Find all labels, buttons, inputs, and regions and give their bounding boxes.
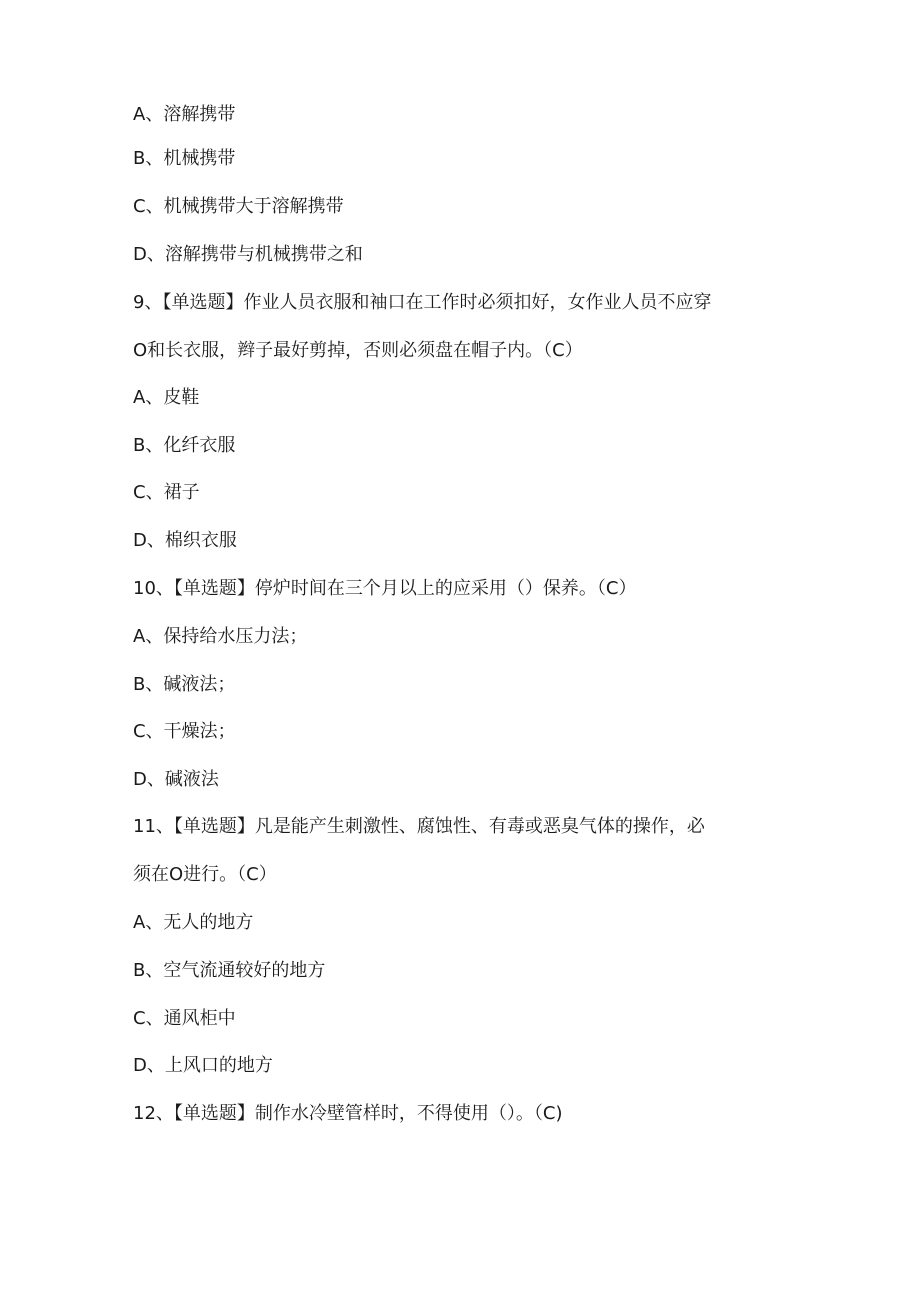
q9-question-line2: O和长衣服，辫子最好剪掉，否则必须盘在帽子内。（C） [133,340,583,361]
q10-option-b: B、碱液法； [133,674,236,695]
q11-question-line1: 11、【单选题】凡是能产生刺激性、腐蚀性、有毒或恶臭气体的操作，必 [133,816,705,837]
q12-question: 12、【单选题】制作水冷壁管样时，不得使用（）。（C) [133,1103,563,1124]
q10-option-c: C、干燥法； [133,721,236,742]
q9-option-b: B、化纤衣服 [133,435,236,456]
q8-option-a: A、溶解携带 [133,104,236,125]
q8-option-c: C、机械携带大于溶解携带 [133,196,344,217]
q11-option-d: D、上风口的地方 [133,1055,273,1076]
q9-option-c: C、裙子 [133,482,200,503]
q8-option-b: B、机械携带 [133,148,236,169]
q9-question-line1: 9、【单选题】作业人员衣服和袖口在工作时必须扣好，女作业人员不应穿 [133,292,712,313]
q11-question-line2: 须在O进行。（C） [133,864,277,885]
q9-option-a: A、皮鞋 [133,387,200,408]
q11-option-a: A、无人的地方 [133,912,254,933]
q11-option-b: B、空气流通较好的地方 [133,960,326,981]
q8-option-d: D、溶解携带与机械携带之和 [133,244,363,265]
q11-option-c: C、通风柜中 [133,1008,236,1029]
q10-option-d: D、碱液法 [133,769,219,790]
q9-option-d: D、棉织衣服 [133,530,237,551]
q10-option-a: A、保持给水压力法； [133,626,308,647]
q10-question: 10、【单选题】停炉时间在三个月以上的应采用（）保养。（C） [133,578,637,599]
